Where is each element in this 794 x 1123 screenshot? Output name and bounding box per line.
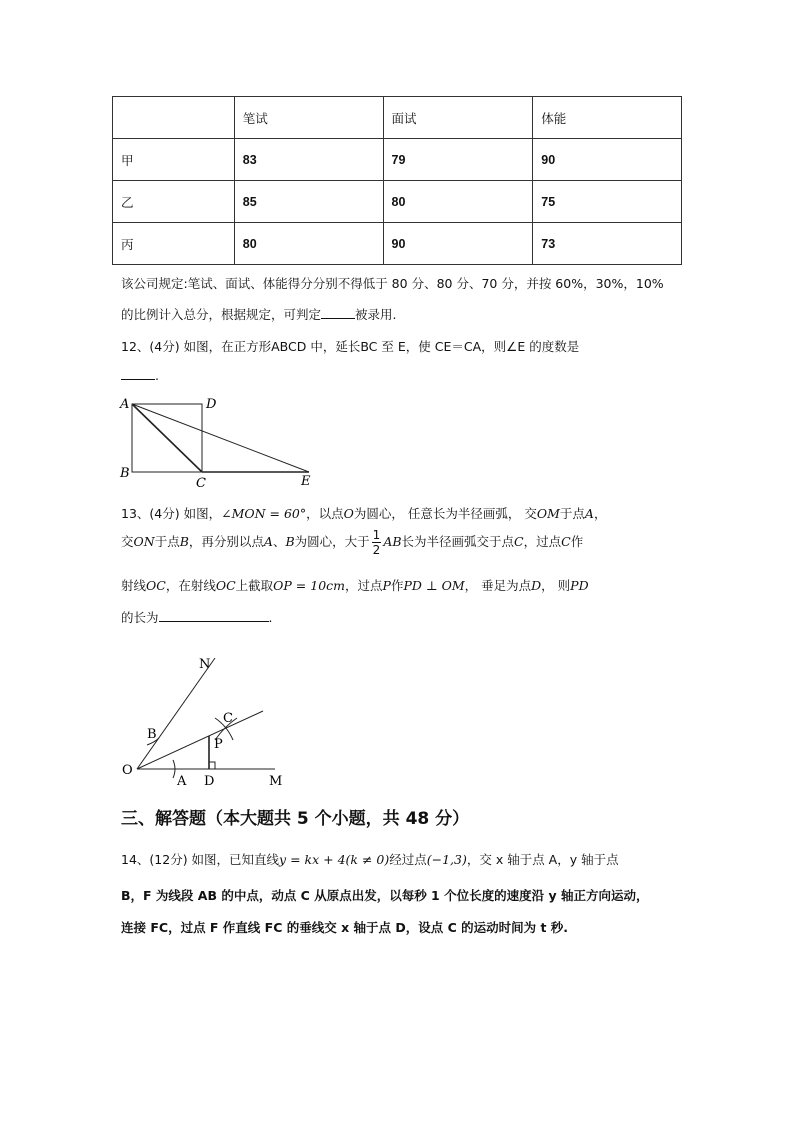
fitness-score: 90	[533, 139, 682, 181]
row-name: 丙	[113, 223, 235, 265]
ray-on	[137, 658, 215, 769]
label-n: N	[199, 657, 211, 672]
q13-math: OC	[146, 578, 166, 593]
q13-text: 射线	[121, 578, 147, 593]
q13-line2	[121, 528, 583, 557]
q13-text: ， 则	[541, 578, 571, 593]
q13-math: PD ⊥ OM	[403, 578, 465, 593]
q13-math: B	[179, 534, 189, 549]
q13-math: C	[514, 534, 524, 549]
q11-line1: 该公司规定:笔试、面试、体能得分分别不得低于 80 分、80 分、70 分，并按 60%，30%，10%	[121, 276, 664, 291]
q13-math: O	[343, 506, 354, 521]
square-figure	[112, 392, 327, 489]
row-name: 乙	[113, 181, 235, 223]
q14-line3: 连接 FC，过点 F 作直线 FC 的垂线交 x 轴于点 D，设点 C 的运动时间为 t 秒.	[121, 920, 569, 935]
label-b: B	[147, 727, 157, 742]
q13-text: ，过点	[523, 534, 562, 549]
label-c: C	[196, 476, 206, 489]
written-score: 80	[234, 223, 383, 265]
written-score: 85	[234, 181, 383, 223]
q13-text: 作	[570, 534, 584, 549]
q12-tail: .	[155, 368, 159, 383]
q13-text: 13、(4分) 如图，	[121, 506, 222, 521]
header-cell: 面试	[383, 97, 533, 139]
interview-score: 80	[383, 181, 533, 223]
q13-math: ON	[133, 534, 155, 549]
q12-question: 12、(4分) 如图，在正方形ABCD 中，延长BC 至 E，使 CE＝CA，则∠E 的度数是	[121, 339, 580, 354]
header-cell: 笔试	[234, 97, 383, 139]
diagonal-ac	[132, 404, 202, 472]
angle-figure	[115, 648, 290, 790]
written-score: 83	[234, 139, 383, 181]
q13-text: 、	[272, 534, 286, 549]
q13-math: AB	[383, 534, 402, 549]
q13-text: 上截取	[235, 578, 274, 593]
right-angle-mark	[209, 762, 215, 769]
q13-math: P	[382, 578, 391, 593]
q13-text: 作	[390, 578, 404, 593]
table-row	[113, 139, 682, 181]
q13-line3	[121, 576, 589, 594]
q13-text: ，以点	[306, 506, 344, 521]
q13-text: ， 垂足为点	[464, 578, 532, 593]
q11-line2	[121, 305, 397, 323]
q13-math: A	[584, 506, 594, 521]
label-d: D	[204, 774, 215, 789]
score-table	[112, 96, 682, 265]
q13-text: 为圆心，大于	[294, 534, 370, 549]
q11-line2-after: 被录用.	[355, 307, 397, 322]
q13-math: OP = 10cm	[273, 578, 346, 593]
interview-score: 90	[383, 223, 533, 265]
answer-blank	[159, 621, 269, 622]
q14-line1	[121, 850, 619, 868]
q13-text: ，在射线	[165, 578, 216, 593]
q13-line1	[121, 504, 606, 522]
fraction-numerator: 1	[372, 528, 381, 542]
label-a: A	[177, 774, 187, 789]
label-p: P	[214, 737, 223, 752]
fraction-half	[372, 528, 382, 557]
table-row	[113, 223, 682, 265]
q13-text: 长为半径画弧交于点	[401, 534, 515, 549]
q14-math: y = kx + 4(k ≠ 0)	[279, 852, 390, 867]
label-e: E	[301, 474, 311, 489]
q11-line2-before: 的比例计入总分，根据规定，可判定	[121, 307, 322, 322]
q13-text: ，	[593, 506, 607, 521]
section-heading: 三、解答题（本大题共 5 个小题，共 48 分）	[121, 809, 470, 829]
label-o: O	[122, 763, 133, 778]
segment-ae	[132, 404, 309, 472]
label-d: D	[206, 397, 217, 412]
q14-text: 14、(12分) 如图，已知直线	[121, 852, 280, 867]
q13-math: OM	[536, 506, 560, 521]
q13-text: ，过点	[345, 578, 383, 593]
q13-math: D	[531, 578, 542, 593]
q12-answer-line	[121, 368, 159, 383]
fraction-denominator: 2	[372, 543, 381, 557]
q14-math: (−1,3)	[426, 852, 467, 867]
fitness-score: 75	[533, 181, 682, 223]
q13-text: 于点	[559, 506, 585, 521]
header-cell: 体能	[533, 97, 682, 139]
label-m: M	[269, 774, 283, 789]
q13-text: 为圆心， 任意长为半径画弧， 交	[353, 506, 537, 521]
q13-math: A	[263, 534, 273, 549]
label-a: A	[120, 397, 130, 412]
q13-math: OC	[215, 578, 236, 593]
q13-text: ，再分别以点	[188, 534, 264, 549]
q14-text: 经过点	[389, 852, 427, 867]
q13-math: B	[285, 534, 295, 549]
q13-line4	[121, 608, 273, 626]
q13-math: ∠MON = 60°	[221, 506, 307, 521]
answer-blank	[121, 379, 155, 380]
q13-text: .	[268, 610, 273, 625]
q13-math: C	[561, 534, 571, 549]
q14-line2: B，F 为线段 AB 的中点，动点 C 从原点出发，以每秒 1 个位长度的速度沿 y 轴正方向运动，	[121, 888, 649, 903]
interview-score: 79	[383, 139, 533, 181]
label-b: B	[120, 466, 130, 481]
fitness-score: 73	[533, 223, 682, 265]
header-cell	[113, 97, 235, 139]
q13-text: 于点	[154, 534, 180, 549]
label-c: C	[223, 711, 233, 726]
q13-text: 交	[121, 534, 134, 549]
row-name: 甲	[113, 139, 235, 181]
q13-math: PD	[570, 578, 589, 593]
table-row	[113, 181, 682, 223]
q13-text: 的长为	[121, 610, 159, 625]
answer-blank	[321, 318, 355, 319]
table-header-row	[113, 97, 682, 139]
q14-text: ，交 x 轴于点 A，y 轴于点	[466, 852, 619, 867]
